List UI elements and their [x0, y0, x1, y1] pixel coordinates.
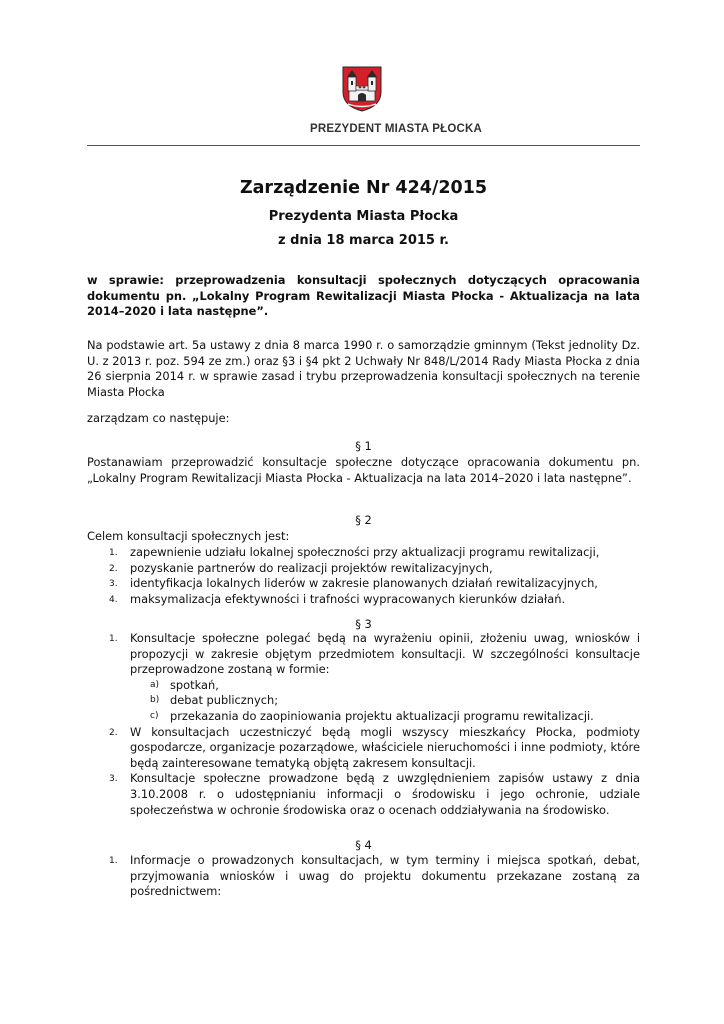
- section-1-text: Postanawiam przeprowadzić konsultacje społeczne dotyczące opracowania dokumentu pn. „Lokalny Program Rewitalizacji Miasta Płocka - Aktualizacja na lata 2014–2020 i lata następne”.: [87, 455, 640, 485]
- list-item: 2. pozyskanie partnerów do realizacji projektów rewitalizacyjnych,: [109, 560, 493, 575]
- document-title: Zarządzenie Nr 424/2015: [239, 178, 488, 198]
- institution-header: PREZYDENT MIASTA PŁOCKA: [310, 123, 482, 135]
- list-item: 1. Informacje o prowadzonych konsultacjach, w tym terminy i miejsca spotkań, debat, przyjmowania wniosków i uwag do projektu dokumentu przekazane zostaną za pośrednictwem:: [109, 853, 640, 899]
- section-3-heading: § 3: [355, 617, 372, 631]
- list-item: 2. W konsultacjach uczestniczyć będą mogli wszyscy mieszkańcy Płocka, podmioty gospodarcze, organizacje pozarządowe, właściciele nieruchomości i inne podmioty, które będą zainteresowane tematyką objętą zakresem konsultacji.: [109, 724, 640, 770]
- sub-list-item: a) spotkań,: [150, 677, 219, 692]
- header-divider: [87, 145, 640, 146]
- section-2-heading: § 2: [355, 513, 372, 527]
- section-3-list: [87, 631, 640, 818]
- list-item: 1. zapewnienie udziału lokalnej społeczności przy aktualizacji programu rewitalizacji,: [109, 545, 600, 559]
- document-date: z dnia 18 marca 2015 r.: [278, 233, 449, 248]
- sub-list-item: c) przekazania do zaopiniowania projektu aktualizacji programu rewitalizacji.: [150, 708, 594, 723]
- section-2-intro: Celem konsultacji społecznych jest:: [87, 529, 290, 543]
- legal-basis: Na podstawie art. 5a ustawy z dnia 8 marca 1990 r. o samorządzie gminnym (Tekst jednolity Dz. U. z 2013 r. poz. 594 ze zm.) oraz §3 i §4 pkt 2 Uchwały Nr 848/L/2014 Rady Miasta Płocka z dnia 26 sierpnia 2014 r. w sprawie zasad i trybu przeprowadzenia konsultacji społecznych na terenie Miasta Płocka: [87, 338, 640, 399]
- list-item: 3. identyfikacja lokalnych liderów w zakresie planowanych działań rewitalizacyjnych,: [109, 576, 598, 591]
- list-item: 1. Konsultacje społeczne polegać będą na wyrażeniu opinii, złożeniu uwag, wniosków i propozycji w zakresie objętym przedmiotem konsultacji. W szczególności konsultacje przeprowadzone zostaną w formie: a) spotkań, b) debat publicznych; c) przekazania do zaopiniowania projektu aktualizacji programu rewitalizacji.: [109, 631, 640, 723]
- sub-list-item: b) debat publicznych;: [150, 693, 279, 708]
- section-1-heading: § 1: [355, 439, 372, 453]
- section-4-list: [87, 853, 640, 900]
- section-2-list: [87, 545, 640, 607]
- list-item: 3. Konsultacje społeczne prowadzone będą z uwzględnieniem zapisów ustawy z dnia 3.10.2008 r. o udostępnianiu informacji o środowisku i jego ochronie, udziale społeczeństwa w ochronie środowiska oraz o ocenach oddziaływania na środowisko.: [109, 771, 640, 817]
- section-4-heading: § 4: [355, 838, 372, 852]
- decree-statement: zarządzam co następuje:: [87, 411, 230, 425]
- list-item: 4. maksymalizacja efektywności i trafności wypracowanych kierunków działań.: [109, 591, 566, 606]
- plock-coat-of-arms-icon: [342, 66, 382, 112]
- document-subject: w sprawie: przeprowadzenia konsultacji społecznych dotyczących opracowania dokumentu pn. „Lokalny Program Rewitalizacji Miasta Płocka - Aktualizacja na lata 2014–2020 i lata następne”.: [87, 273, 640, 319]
- document-subtitle: Prezydenta Miasta Płocka: [268, 209, 459, 224]
